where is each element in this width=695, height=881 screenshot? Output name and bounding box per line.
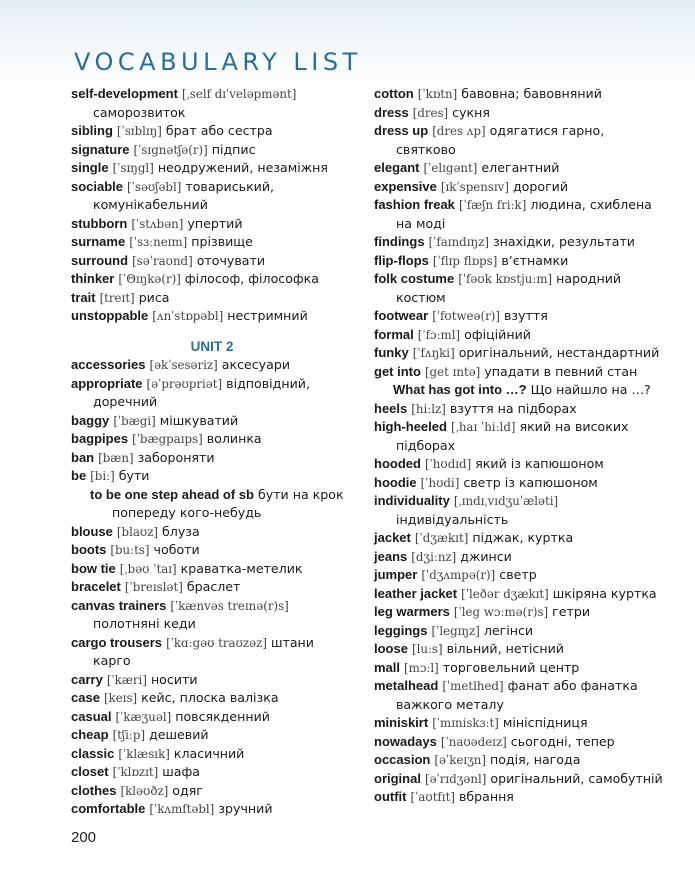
entry-word: classic xyxy=(71,745,115,761)
entry-word: canvas trainers xyxy=(71,597,167,613)
vocab-entry xyxy=(71,800,353,819)
entry-translation: светр із капюшоном xyxy=(463,474,598,490)
entry-transcription: [hiːlz] xyxy=(411,401,446,416)
vocab-entry xyxy=(71,689,353,708)
entry-translation: дорогий xyxy=(512,178,569,194)
entry-word: leather jacket xyxy=(374,585,458,601)
entry-translation: светр xyxy=(499,567,537,582)
entry-translation: блуза xyxy=(162,523,200,539)
vocab-entry xyxy=(374,770,664,789)
entry-transcription: [ˈkæʒuəl] xyxy=(115,709,172,724)
entries-right xyxy=(374,85,664,807)
entry-transcription: [əˈprəʊpriət] xyxy=(146,376,223,391)
vocab-entry xyxy=(71,307,353,326)
entry-word: signature xyxy=(71,141,130,157)
vocab-entry xyxy=(374,270,664,307)
vocab-entry xyxy=(71,708,353,727)
entry-translation: гетри xyxy=(552,604,591,619)
entry-word: individuality xyxy=(374,493,450,508)
entry-word: bow tie xyxy=(71,560,116,576)
entry-transcription: [ˈelɪgənt] xyxy=(423,161,478,175)
entry-transcription: [ˈleðər dʒækɪt] xyxy=(461,586,549,601)
vocab-entry xyxy=(374,474,664,493)
entry-transcription: [ˈsɪŋgl] xyxy=(112,161,154,175)
entry-word: miniskirt xyxy=(374,715,429,730)
entry-word: baggy xyxy=(71,412,110,428)
entry-translation: браслет xyxy=(186,579,241,594)
entry-word: hoodie xyxy=(374,474,417,490)
entry-word: accessories xyxy=(71,357,146,372)
entry-translation: неодружений, незаміжня xyxy=(157,160,328,175)
entry-translation: нестримний xyxy=(227,308,308,323)
entry-word: jeans xyxy=(374,548,408,564)
entry-translation: краватка-метелик xyxy=(180,560,303,576)
entry-word: nowadays xyxy=(374,733,437,749)
entry-word: loose xyxy=(374,641,408,656)
entry-translation: риса xyxy=(138,289,170,305)
vocab-entry xyxy=(71,467,353,486)
entry-word: stubborn xyxy=(71,215,128,231)
entry-word: get into xyxy=(374,363,421,379)
entry-transcription: [ˈbreɪslət] xyxy=(124,580,183,594)
entry-translation: шкіряна куртка xyxy=(552,585,657,601)
entry-transcription: [ˈmetlhed] xyxy=(442,679,504,693)
entry-transcription: [ˈfʊtweə(r)] xyxy=(432,309,500,323)
entry-translation: оригінальний, нестандартний xyxy=(458,345,660,360)
vocab-entry xyxy=(374,529,664,548)
vocab-entry xyxy=(71,375,353,412)
entry-word: jumper xyxy=(374,567,418,582)
entry-transcription: [ˈsɪblɪŋ] xyxy=(116,124,162,138)
vocab-entry xyxy=(374,326,664,345)
entry-translation: підпис xyxy=(211,141,256,157)
vocab-entry xyxy=(71,597,353,634)
vocab-entry xyxy=(71,215,353,234)
entry-transcription: [ˌbəʊ ˈtaɪ] xyxy=(119,561,177,576)
entry-translation: упертий xyxy=(187,215,243,231)
entry-transcription: [ˈfaɪndɪŋz] xyxy=(428,235,489,249)
entry-translation: шафа xyxy=(162,764,200,779)
entry-word: leggings xyxy=(374,622,428,638)
entry-transcription: [tʃiːp] xyxy=(112,728,146,742)
entry-word: bagpipes xyxy=(71,431,129,446)
vocab-entry xyxy=(374,344,664,363)
entry-word: hooded xyxy=(374,456,421,471)
entry-transcription: [ˈdʒækɪt] xyxy=(414,531,469,545)
entry-word: original xyxy=(374,770,421,786)
entry-translation: класичний xyxy=(173,745,245,761)
entry-transcription: [əˈkeɪʒn] xyxy=(434,753,486,767)
entry-word: funky xyxy=(374,345,409,360)
vocab-entry xyxy=(374,492,664,529)
vocab-entry xyxy=(374,640,664,659)
entry-translation: кейс, плоска валізка xyxy=(141,690,279,705)
entry-translation: носити xyxy=(150,671,198,687)
vocab-entry xyxy=(374,196,664,233)
entry-word: findings xyxy=(374,234,425,249)
entry-word: trait xyxy=(71,289,96,305)
entry-translation: знахідки, результати xyxy=(492,234,635,249)
vocab-entry xyxy=(71,523,353,542)
entry-transcription: [ˈaʊtfɪt] xyxy=(410,790,455,804)
entry-word: flip-flops xyxy=(374,252,429,268)
entry-word: heels xyxy=(374,400,408,416)
entry-word: high-heeled xyxy=(374,419,447,434)
entry-word: dress xyxy=(374,104,409,120)
vocab-entry xyxy=(374,104,664,123)
entry-transcription: [ˈleg wɔːmə(r)s] xyxy=(453,605,549,619)
entry-translation: сукня xyxy=(452,104,490,120)
entries-unit2 xyxy=(71,356,353,819)
entry-transcription: [ˈkænvəs treɪnə(r)s] xyxy=(170,598,289,613)
vocab-entry xyxy=(71,141,353,160)
entry-translation: бавовна; бавовняний xyxy=(461,86,602,101)
entries-unit1 xyxy=(71,85,353,326)
entry-transcription: [ˈΘɪŋkə(r)] xyxy=(118,272,181,286)
unit-heading: UNIT 2 xyxy=(190,338,234,354)
entry-transcription: [ˈfæʃn friːk] xyxy=(458,198,527,212)
vocab-entry xyxy=(374,159,664,178)
vocab-entry xyxy=(71,745,353,764)
vocab-entry xyxy=(374,733,664,752)
entry-translation: подія, нагода xyxy=(489,752,581,767)
entry-translation: одягатися гарно, святково xyxy=(396,123,605,157)
page-number: 200 xyxy=(71,829,97,846)
entry-translation: який із капюшоном xyxy=(475,456,604,471)
vocab-entry xyxy=(374,85,664,104)
vocab-entry xyxy=(71,178,353,215)
entry-word: casual xyxy=(71,708,112,724)
entry-transcription: [ˈsɜːneɪm] xyxy=(129,235,188,249)
vocab-entry xyxy=(71,449,353,468)
entry-word: cotton xyxy=(374,86,414,101)
entry-translation: оточувати xyxy=(196,252,266,268)
vocab-entry xyxy=(374,122,664,159)
entry-transcription: [mɔːl] xyxy=(404,660,439,675)
entry-word: appropriate xyxy=(71,375,143,391)
entry-translation: вбрання xyxy=(458,789,514,804)
vocab-entry xyxy=(374,788,664,807)
entry-transcription: [ˈdʒʌmpə(r)] xyxy=(421,568,496,582)
entry-word: footwear xyxy=(374,308,429,323)
vocab-entry xyxy=(71,671,353,690)
entry-translation: елегантний xyxy=(481,160,560,175)
entry-transcription: [ˈhʊdi] xyxy=(420,475,460,490)
entry-translation: одяг xyxy=(172,782,203,798)
entry-transcription: [ˈlegɪŋz] xyxy=(431,623,480,638)
entry-transcription: [ˈbægpaɪps] xyxy=(132,432,203,446)
entry-translation: аксесуари xyxy=(221,357,291,372)
entry-word: outfit xyxy=(374,789,407,804)
entry-word: elegant xyxy=(374,160,420,175)
vocab-entry xyxy=(374,622,664,641)
entry-translation: легінси xyxy=(483,622,534,638)
entry-transcription: [ɪkˈspensɪv] xyxy=(440,179,509,194)
vocab-entry xyxy=(71,85,353,122)
left-column xyxy=(71,85,353,819)
entry-word: closet xyxy=(71,764,109,779)
sub-entry xyxy=(71,486,353,523)
entry-translation: індивідуальність xyxy=(396,511,509,527)
entry-transcription: [ˈflɪp flɒps] xyxy=(432,253,498,268)
entry-transcription: [dres ʌp] xyxy=(432,124,486,138)
entry-translation: мішкуватий xyxy=(159,412,239,428)
entry-word: comfortable xyxy=(71,801,146,816)
entry-transcription: [ˈmɪniskɜːt] xyxy=(432,716,499,730)
entry-translation: упадати в певний стан xyxy=(484,363,638,379)
vocab-entry xyxy=(374,751,664,770)
entry-word: metalhead xyxy=(374,678,439,693)
entry-translation: людина, схиблена на моді xyxy=(396,197,652,231)
entry-transcription: [dres] xyxy=(412,105,449,120)
entry-transcription: [ˈsəʊʃəbl] xyxy=(127,179,182,194)
entry-transcription: [ˈstʌbən] xyxy=(131,216,184,231)
vocab-entry xyxy=(71,412,353,431)
entry-word: to be one step ahead of sb xyxy=(90,486,254,502)
entry-word: cargo trousers xyxy=(71,634,163,650)
entry-word: boots xyxy=(71,542,107,557)
entry-word: clothes xyxy=(71,782,117,798)
vocab-entry xyxy=(71,356,353,375)
vocab-entry xyxy=(71,578,353,597)
entry-translation: зручний xyxy=(218,801,273,816)
entry-translation: Що найшло на …? xyxy=(530,382,651,397)
entry-word: expensive xyxy=(374,178,437,194)
entry-word: surround xyxy=(71,252,129,268)
entry-word: sociable xyxy=(71,178,124,194)
vocab-entry xyxy=(71,430,353,449)
entry-word: self-development xyxy=(71,86,178,101)
entry-translation: джинси xyxy=(460,548,512,564)
entry-translation: взуття на підборах xyxy=(449,400,577,416)
entry-word: fashion freak xyxy=(374,197,455,212)
entry-transcription: [ʌnˈstɒpəbl] xyxy=(152,309,224,323)
vocab-entry xyxy=(374,233,664,252)
entry-transcription: [ˈkæri] xyxy=(106,672,147,687)
vocab-entry xyxy=(374,659,664,678)
entry-transcription: [treɪt] xyxy=(99,290,135,305)
entry-translation: фанат або фанатка важкого металу xyxy=(396,678,638,712)
entry-transcription: [əˈrɪdʒənl] xyxy=(424,771,487,786)
vocab-entry xyxy=(71,252,353,271)
entry-transcription: [ˈfʌŋki] xyxy=(412,346,455,360)
vocab-entry xyxy=(374,566,664,585)
entry-word: single xyxy=(71,160,109,175)
right-column xyxy=(374,85,664,807)
entry-translation: штани карго xyxy=(93,634,314,668)
entry-word: bracelet xyxy=(71,579,121,594)
vocab-entry xyxy=(374,714,664,733)
entry-translation: піджак, куртка xyxy=(472,530,574,545)
entry-transcription: [kləʊðz] xyxy=(120,783,169,798)
entry-word: case xyxy=(71,690,100,705)
vocab-entry xyxy=(71,270,353,289)
entry-translation: бути xyxy=(118,468,150,483)
vocab-entry xyxy=(374,585,664,604)
entry-transcription: [dʒiːnz] xyxy=(411,549,457,564)
entry-transcription: [ˈkɒtn] xyxy=(417,87,458,101)
entry-translation: сьогодні, тепер xyxy=(510,733,615,749)
entry-transcription: [ˌhaɪ ˈhiːld] xyxy=(450,420,516,434)
entry-translation: відповідний, доречний xyxy=(93,375,310,409)
vocab-entry xyxy=(71,233,353,252)
vocab-entry xyxy=(374,400,664,419)
vocab-entry xyxy=(71,782,353,801)
entry-translation: вільний, нетісний xyxy=(446,641,564,656)
entry-transcription: [get ɪntə] xyxy=(424,364,481,379)
vocab-entry xyxy=(71,560,353,579)
entry-transcription: [ˈklɒzɪt] xyxy=(112,765,159,779)
entry-word: leg warmers xyxy=(374,604,450,619)
entry-translation: мініспідниця xyxy=(502,715,588,730)
entry-translation: забороняти xyxy=(137,449,215,465)
entry-word: formal xyxy=(374,326,414,342)
vocab-entry xyxy=(71,122,353,141)
entry-transcription: [buːts] xyxy=(110,543,150,557)
vocab-entry xyxy=(71,159,353,178)
page-title: VOCABULARY LIST xyxy=(74,48,362,76)
entry-transcription: [ˈsɪgnətʃə(r)] xyxy=(133,142,208,157)
entry-translation: чоботи xyxy=(153,542,200,557)
entry-word: dress up xyxy=(374,123,429,138)
entry-transcription: [ˌɪndɪˌvɪdʒuˈæləti] xyxy=(453,494,559,508)
vocab-entry xyxy=(374,418,664,455)
entry-translation: філософ, філософка xyxy=(184,271,320,286)
entry-transcription: [ˌself dɪˈveləpmənt] xyxy=(181,87,297,101)
vocab-entry xyxy=(374,455,664,474)
entry-word: folk costume xyxy=(374,271,455,286)
entry-translation: народний костюм xyxy=(396,271,622,305)
vocab-entry xyxy=(374,677,664,714)
entry-word: What has got into …? xyxy=(393,382,527,397)
entry-translation: офіційний xyxy=(464,326,531,342)
entry-word: ban xyxy=(71,449,95,465)
entry-transcription: [biː] xyxy=(90,469,115,483)
entry-translation: торговельний центр xyxy=(442,659,580,675)
entry-translation: волинка xyxy=(206,431,262,446)
entry-word: unstoppable xyxy=(71,308,149,323)
vocab-entry xyxy=(71,763,353,782)
entry-word: jacket xyxy=(374,530,411,545)
entry-translation: взуття xyxy=(503,308,548,323)
entry-transcription: [əkˈsesəriz] xyxy=(149,358,218,372)
entry-translation: брат або сестра xyxy=(165,123,273,138)
entry-word: sibling xyxy=(71,123,113,138)
entry-transcription: [ˈhʊdɪd] xyxy=(424,457,472,471)
entry-translation: дешевий xyxy=(149,727,209,742)
entry-translation: повсякденний xyxy=(175,708,270,724)
vocab-entry xyxy=(71,634,353,671)
entry-transcription: [bæn] xyxy=(98,450,134,465)
entry-transcription: [ˈfəʊk kɒstjuːm] xyxy=(458,272,553,286)
entry-word: blouse xyxy=(71,523,113,539)
entry-word: carry xyxy=(71,671,103,687)
entry-translation: полотняні кеди xyxy=(93,616,196,631)
entry-word: occasion xyxy=(374,752,431,767)
entry-transcription: [ˈnaʊədeɪz] xyxy=(440,734,507,749)
vocab-entry xyxy=(374,363,664,382)
entry-word: surname xyxy=(71,234,126,249)
entry-transcription: [ˈkʌmftəbl] xyxy=(149,802,215,816)
vocab-entry xyxy=(374,252,664,271)
vocab-entry xyxy=(71,541,353,560)
vocab-entry xyxy=(71,289,353,308)
entry-transcription: [blaʊz] xyxy=(116,524,159,539)
entry-transcription: [ˈkɑːgəʊ traʊzəz] xyxy=(166,635,267,650)
entry-translation: саморозвиток xyxy=(93,104,186,120)
sub-entry xyxy=(374,381,664,400)
entry-translation: вʼєтнамки xyxy=(501,252,569,268)
vocab-entry xyxy=(374,307,664,326)
vocab-entry xyxy=(374,178,664,197)
entry-translation: який на високих підборах xyxy=(396,419,629,453)
entry-transcription: [ˈfɔːml] xyxy=(417,327,461,342)
entry-translation: товариський, комунікабельний xyxy=(93,178,275,212)
entry-transcription: [səˈraʊnd] xyxy=(132,253,193,268)
entry-word: thinker xyxy=(71,271,115,286)
entry-word: be xyxy=(71,468,87,483)
entry-translation: бути на крок попереду кого-небудь xyxy=(112,486,344,520)
vocab-entry xyxy=(374,603,664,622)
entry-transcription: [ˈklæsɪk] xyxy=(118,746,170,761)
entry-word: cheap xyxy=(71,727,109,742)
vocab-entry xyxy=(71,726,353,745)
entry-word: mall xyxy=(374,659,401,675)
entry-transcription: [ˈbægi] xyxy=(113,413,156,428)
entry-translation: прізвище xyxy=(191,234,253,249)
entry-transcription: [keɪs] xyxy=(103,691,138,705)
entry-translation: оригінальний, самобутній xyxy=(490,770,663,786)
vocab-entry xyxy=(374,548,664,567)
entry-transcription: [luːs] xyxy=(411,642,443,656)
